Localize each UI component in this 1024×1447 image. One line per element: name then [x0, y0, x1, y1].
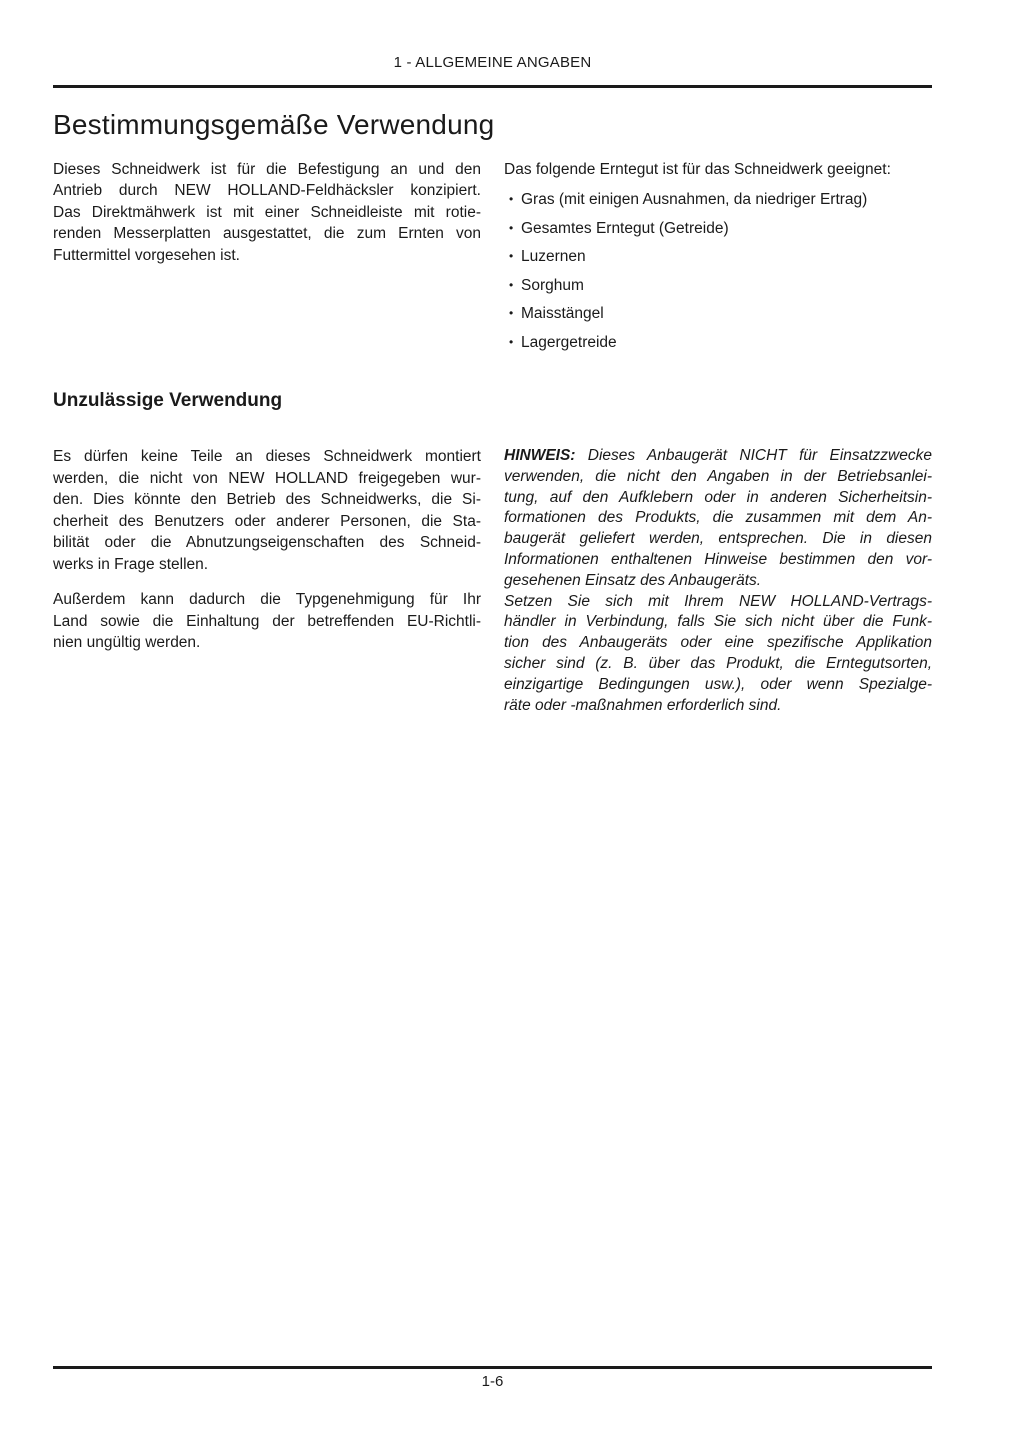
list-item-label: Luzernen — [521, 248, 586, 265]
intended-use-columns — [53, 159, 932, 354]
text-line: einzigartige Bedingungen usw.), oder wenn Spezialge- — [504, 675, 932, 693]
text-line: bilität oder die Abnutzungseigenschaften des Schneid- — [53, 534, 481, 551]
list-item — [504, 275, 932, 297]
list-item — [504, 246, 932, 268]
text-line: räte oder -maßnahmen erforderlich sind. — [504, 696, 782, 714]
text-line: Außerdem kann dadurch die Typgenehmigung für Ihr — [53, 591, 481, 608]
crop-list — [504, 189, 932, 353]
section-title-prohibited-use: Unzulässige Verwendung — [53, 390, 283, 411]
note-paragraph-2 — [504, 592, 932, 717]
text-line: Informationen enthaltenen Hinweise bestimmen den vor- — [504, 550, 932, 568]
page-footer — [53, 1366, 932, 1390]
list-item-label: Maisstängel — [521, 305, 604, 322]
text-line: baugerät geliefert werden, entsprechen. Die in diesen — [504, 530, 932, 548]
text-line: tung, auf den Aufklebern oder in anderen Sicherheitsin- — [504, 488, 932, 506]
list-item — [504, 189, 932, 211]
text-line: tion des Anbaugeräts oder eine spezifische Applikation — [504, 634, 932, 652]
text-line: verwenden, die nicht den Angaben in der Betriebsanlei- — [504, 467, 932, 485]
text-line: werks in Frage stellen. — [53, 555, 209, 573]
note-paragraph-1-rest — [504, 467, 932, 592]
text-line: renden Messerplatten ausgestattet, die zum Ernten von — [53, 225, 481, 242]
text-line: Es dürfen keine Teile an dieses Schneidwerk montiert — [53, 448, 481, 465]
text-line: Antrieb durch NEW HOLLAND-Feldhäcksler konzipiert. — [53, 182, 481, 199]
note-block — [504, 446, 932, 716]
text-line: Futtermittel vorgesehen ist. — [53, 246, 240, 264]
note-first-line — [504, 446, 932, 467]
text-line: den. Dies könnte den Betrieb des Schneidwerks, die Si- — [53, 491, 481, 508]
section-title-intended-use: Bestimmungsgemäße Verwendung — [53, 108, 495, 140]
prohibited-use-columns — [53, 446, 932, 716]
list-item — [504, 332, 932, 354]
bullet-icon: • — [509, 192, 514, 206]
text-line: Setzen Sie sich mit Ihrem NEW HOLLAND-Vertrags- — [504, 592, 932, 610]
bullet-icon: • — [509, 306, 514, 320]
bullet-icon: • — [509, 249, 514, 263]
bullet-icon: • — [509, 277, 514, 292]
text-line: gesehenen Einsatz des Anbaugeräts. — [504, 571, 762, 589]
prohibited-use-paragraph-2 — [53, 589, 481, 654]
header-rule — [53, 85, 932, 88]
list-item-label: Gras (mit einigen Ausnahmen, da niedriger Ertrag) — [521, 191, 868, 208]
list-item-label: Lagergetreide — [521, 333, 617, 351]
text-line: Dieses Schneidwerk ist für die Befestigung an und den — [53, 160, 481, 178]
list-item — [504, 303, 932, 325]
text-line: Das Direktmähwerk ist mit einer Schneidleiste mit rotie- — [53, 203, 481, 221]
intended-use-right-column — [504, 159, 932, 354]
note-label: HINWEIS: — [504, 447, 576, 464]
prohibited-use-paragraph-1 — [53, 446, 481, 575]
footer-rule — [53, 1366, 932, 1369]
page-number: 1-6 — [481, 1372, 504, 1390]
text-line: nien ungültig werden. — [53, 634, 201, 651]
list-item — [504, 218, 932, 240]
list-item-label: Sorghum — [521, 276, 584, 294]
chapter-header-title: 1 - ALLGEMEINE ANGABEN — [393, 54, 592, 71]
page-header — [53, 0, 932, 88]
list-item-label: Gesamtes Erntegut (Getreide) — [521, 219, 729, 237]
text-line: händler in Verbindung, falls Sie sich nicht über die Funk- — [504, 613, 932, 631]
crop-list-intro: Das folgende Erntegut ist für das Schneidwerk geeignet: — [504, 160, 891, 178]
text-line: Land sowie die Einhaltung der betreffenden EU-Richtli- — [53, 612, 481, 630]
intended-use-left-column — [53, 159, 481, 354]
text-line: werden, die nicht von NEW HOLLAND freigegeben wur- — [53, 469, 481, 487]
text-line: formationen des Produkts, die zusammen mit dem An- — [504, 509, 932, 527]
note-first-line-text: Dieses Anbaugerät NICHT für Einsatzzwecke — [575, 447, 932, 464]
intended-use-paragraph — [53, 159, 481, 267]
bullet-icon: • — [509, 220, 514, 235]
text-line: cherheit des Benutzers oder anderer Personen, die Sta- — [53, 512, 481, 530]
prohibited-use-left-column — [53, 446, 481, 716]
text-line: sicher sind (z. B. über das Produkt, die Erntegutsorten, — [504, 654, 932, 672]
bullet-icon: • — [509, 334, 514, 349]
